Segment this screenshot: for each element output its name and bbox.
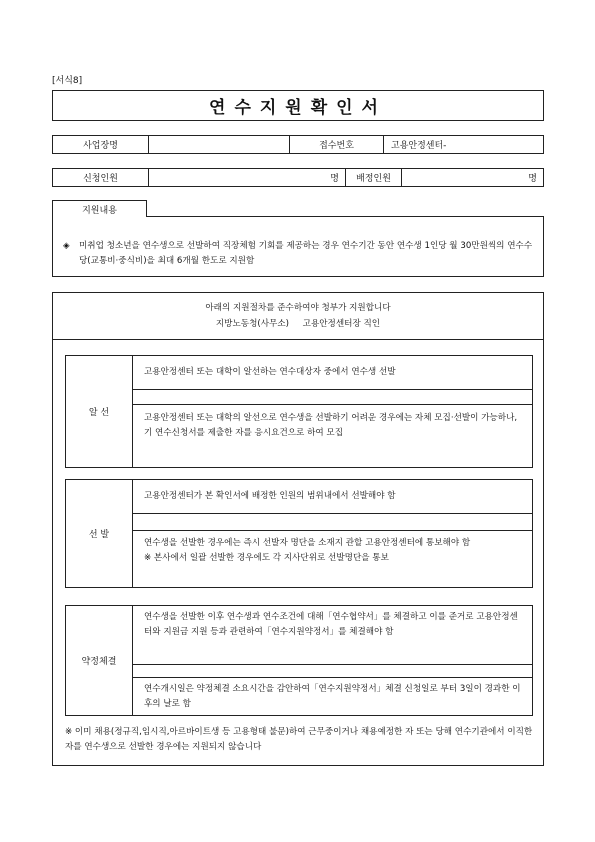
section-selection (65, 479, 533, 588)
section-item (132, 606, 532, 665)
support-tab: 지원내용 (52, 200, 147, 217)
footnote: ※ 이미 채용(정규직,임시직,아르바이트생 등 고용형태 불문)하여 근무중이거나 채용예정한 자 또는 당해 연수기관에서 이직한 자를 연수생으로 선발한 경우에는 지원되지 않습니다 (65, 727, 533, 752)
support-text: 미취업 청소년을 연수생으로 선발하여 직장체험 기회를 제공하는 경우 연수기간 동안 연수생 1인당 월 30만원씩의 연수수당(교통비·중식비)을 최대 6개월 한도로 지원함 (79, 241, 533, 266)
assigned-unit: 명 (528, 174, 537, 184)
section-item (132, 677, 532, 715)
company-row (52, 135, 544, 154)
applicants-label: 신청인원 (83, 174, 118, 184)
form-tag: [서식8] (52, 76, 83, 86)
section-label: 약정체결 (81, 657, 117, 667)
applicants-unit: 명 (330, 174, 339, 184)
assigned-label: 배정인원 (356, 174, 391, 184)
section-label: 선 발 (88, 530, 110, 540)
section-item-text: 고용안정센터 또는 대학이 알선하는 연수대상자 중에서 연수생 선발 (144, 367, 396, 377)
section-item-text: 연수생을 선발한 이후 연수생과 연수조건에 대해「연수협약서」를 체결하고 이를 준거로 고용안정센터와 지원금 지원 등과 관련하여「연수지원약정서」를 체결해야 함 (144, 612, 518, 637)
section-item-text: 고용안정센터 또는 대학의 알선으로 연수생을 선발하기 어려운 경우에는 자체 모집·선발이 가능하나, 기 연수신청서를 제출한 자를 응시요건으로 하여 모집 (144, 413, 518, 438)
procedure-box (52, 292, 544, 766)
header-divider (53, 339, 543, 340)
page-title: 연수지원확인서 (52, 90, 544, 121)
procedure-header-line1: 아래의 지원절차를 준수하여야 청부가 지원합니다 (205, 303, 391, 313)
company-field[interactable] (149, 136, 289, 153)
section-item-text: 연수개시일은 약정체결 소요시간을 감안하여「연수지원약정서」체결 신청일로 부터 3일이 경과한 이후의 날로 함 (144, 684, 521, 709)
section-item (132, 404, 532, 467)
section-item (132, 530, 532, 587)
company-label: 사업장명 (83, 141, 118, 151)
section-item-text: 고용안정센터가 본 확인서에 배정한 인원의 범위내에서 선발해야 함 (144, 491, 396, 501)
procedure-header-line2: 지방노동청(사무소) 고용안정센터장 직인 (215, 319, 381, 329)
section-item-text: 연수생을 선발한 경우에는 즉시 선발자 명단을 소재지 관할 고용안정센터에 통보해야 함 ※ 본사에서 일괄 선발한 경우에도 각 지사단위로 선발명단을 통보 (144, 538, 471, 563)
section-item (132, 356, 532, 390)
applicants-field[interactable] (149, 169, 345, 186)
assigned-field[interactable] (402, 169, 543, 186)
section-agreement (65, 605, 533, 716)
section-label: 알 선 (88, 408, 110, 418)
receipt-value[interactable]: 고용안정센터- (391, 141, 447, 151)
section-referral (65, 355, 533, 468)
receipt-label: 접수번호 (319, 141, 354, 151)
applicants-row (52, 168, 544, 187)
diamond-bullet-icon: ◈ (63, 241, 70, 251)
section-item (132, 480, 532, 514)
support-box (52, 216, 544, 277)
